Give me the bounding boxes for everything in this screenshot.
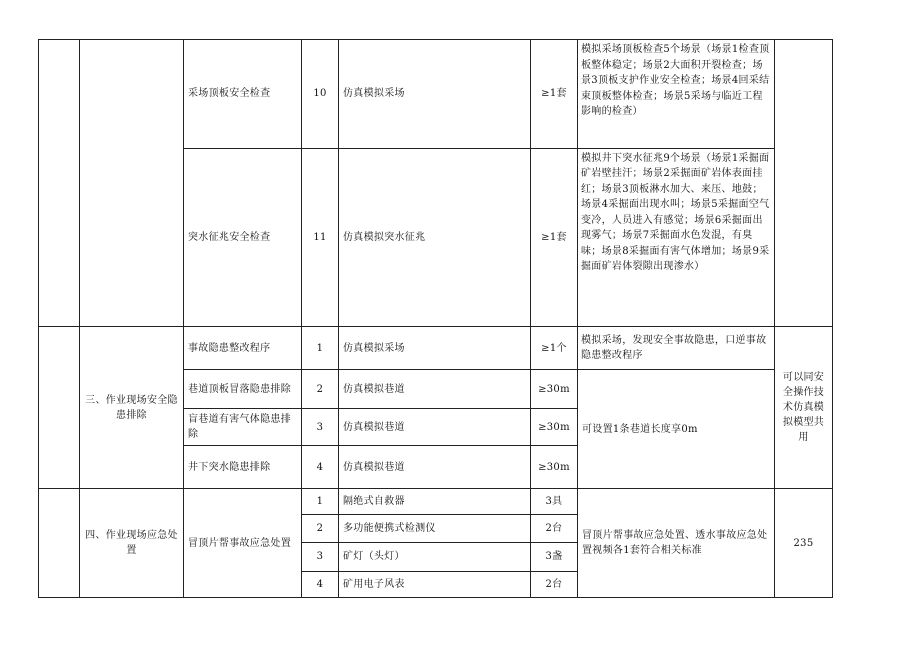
equipment-table	[38, 39, 833, 598]
item-quantity-cell: 2台	[531, 515, 578, 542]
item-content-cell: 隔绝式自救器	[339, 489, 531, 515]
section-title-cell: 三、作业现场安全隐患排除	[80, 327, 184, 489]
item-quantity-cell: ≥30m	[531, 408, 578, 446]
item-name-cell: 盲巷道有害气体隐患排除	[184, 408, 302, 446]
item-content-cell: 仿真模拟巷道	[339, 370, 531, 409]
item-number-cell: 2	[302, 370, 339, 409]
item-number-cell: 1	[302, 327, 339, 370]
item-content-cell: 多功能便携式检测仪	[339, 515, 531, 542]
item-content-cell: 矿灯（头灯）	[339, 542, 531, 571]
item-name-cell: 事故隐患整改程序	[184, 327, 302, 370]
item-number-cell: 2	[302, 515, 339, 542]
item-number-cell: 11	[302, 148, 339, 327]
remark-cell: 可以同安全操作技术仿真模拟模型共用	[775, 327, 833, 489]
table-row	[39, 40, 833, 149]
item-number-cell: 10	[302, 40, 339, 149]
item-name-cell: 采场顶板安全检查	[184, 40, 302, 149]
item-content-cell: 矿用电子风表	[339, 571, 531, 597]
item-content-cell: 仿真模拟采场	[339, 327, 531, 370]
item-number-cell: 3	[302, 542, 339, 571]
shared-description-cell: 可设置1条巷道长度享0m	[578, 370, 775, 489]
item-number-cell: 4	[302, 571, 339, 597]
blank-index-cell	[39, 327, 80, 489]
item-quantity-cell: ≥1个	[531, 327, 578, 370]
item-description-cell: 冒顶片帮事故应急处置、透水事故应急处置视频各1套符合相关标准	[578, 489, 775, 598]
item-number-cell: 3	[302, 408, 339, 446]
blank-remark-cell	[775, 40, 833, 327]
item-quantity-cell: 2台	[531, 571, 578, 597]
item-quantity-cell: ≥30m	[531, 446, 578, 489]
table-row	[39, 489, 833, 515]
item-name-cell: 冒顶片帮事故应急处置	[184, 489, 302, 598]
item-content-cell: 仿真模拟采场	[339, 40, 531, 149]
item-number-cell: 1	[302, 489, 339, 515]
item-name-cell: 巷道顶板冒落隐患排除	[184, 370, 302, 409]
remark-cell: 235	[775, 489, 833, 598]
item-content-cell: 仿真模拟突水征兆	[339, 148, 531, 327]
item-description-cell: 模拟井下突水征兆9个场景（场景1采掘面矿岩壁挂汗；场景2采掘面矿岩体表面挂红；场景3顶板淋水加大、来压、地鼓；场景4采掘面出现水叫；场景5采掘面空气变冷，人员进入有感觉；场景6采掘面出现雾气；场景7采掘面水色发混，有臭味；场景8采掘面有害气体增加；场景9采掘面矿岩体裂隙出现渗水）	[578, 148, 775, 327]
table-row	[39, 327, 833, 370]
item-content-cell: 仿真模拟巷道	[339, 408, 531, 446]
item-description-cell: 模拟采场，发现安全事故隐患，口逆事故隐患整改程序	[578, 327, 775, 370]
item-number-cell: 4	[302, 446, 339, 489]
item-quantity-cell: 3盏	[531, 542, 578, 571]
item-quantity-cell: 3具	[531, 489, 578, 515]
item-name-cell: 井下突水隐患排除	[184, 446, 302, 489]
section-title-cell: 四、作业现场应急处置	[80, 489, 184, 598]
blank-index-cell	[39, 40, 80, 327]
item-quantity-cell: ≥1套	[531, 148, 578, 327]
item-quantity-cell: ≥30m	[531, 370, 578, 409]
item-content-cell: 仿真模拟巷道	[339, 446, 531, 489]
blank-section-cell	[80, 40, 184, 327]
item-name-cell: 突水征兆安全检查	[184, 148, 302, 327]
item-description-cell: 模拟采场顶板检查5个场景（场景1检查顶板整体稳定；场景2大面积开裂检查；场景3顶板支护作业安全检查；场景4回采结束顶板整体检查；场景5采场与临近工程影响的检查）	[578, 40, 775, 149]
blank-index-cell	[39, 489, 80, 598]
item-quantity-cell: ≥1套	[531, 40, 578, 149]
